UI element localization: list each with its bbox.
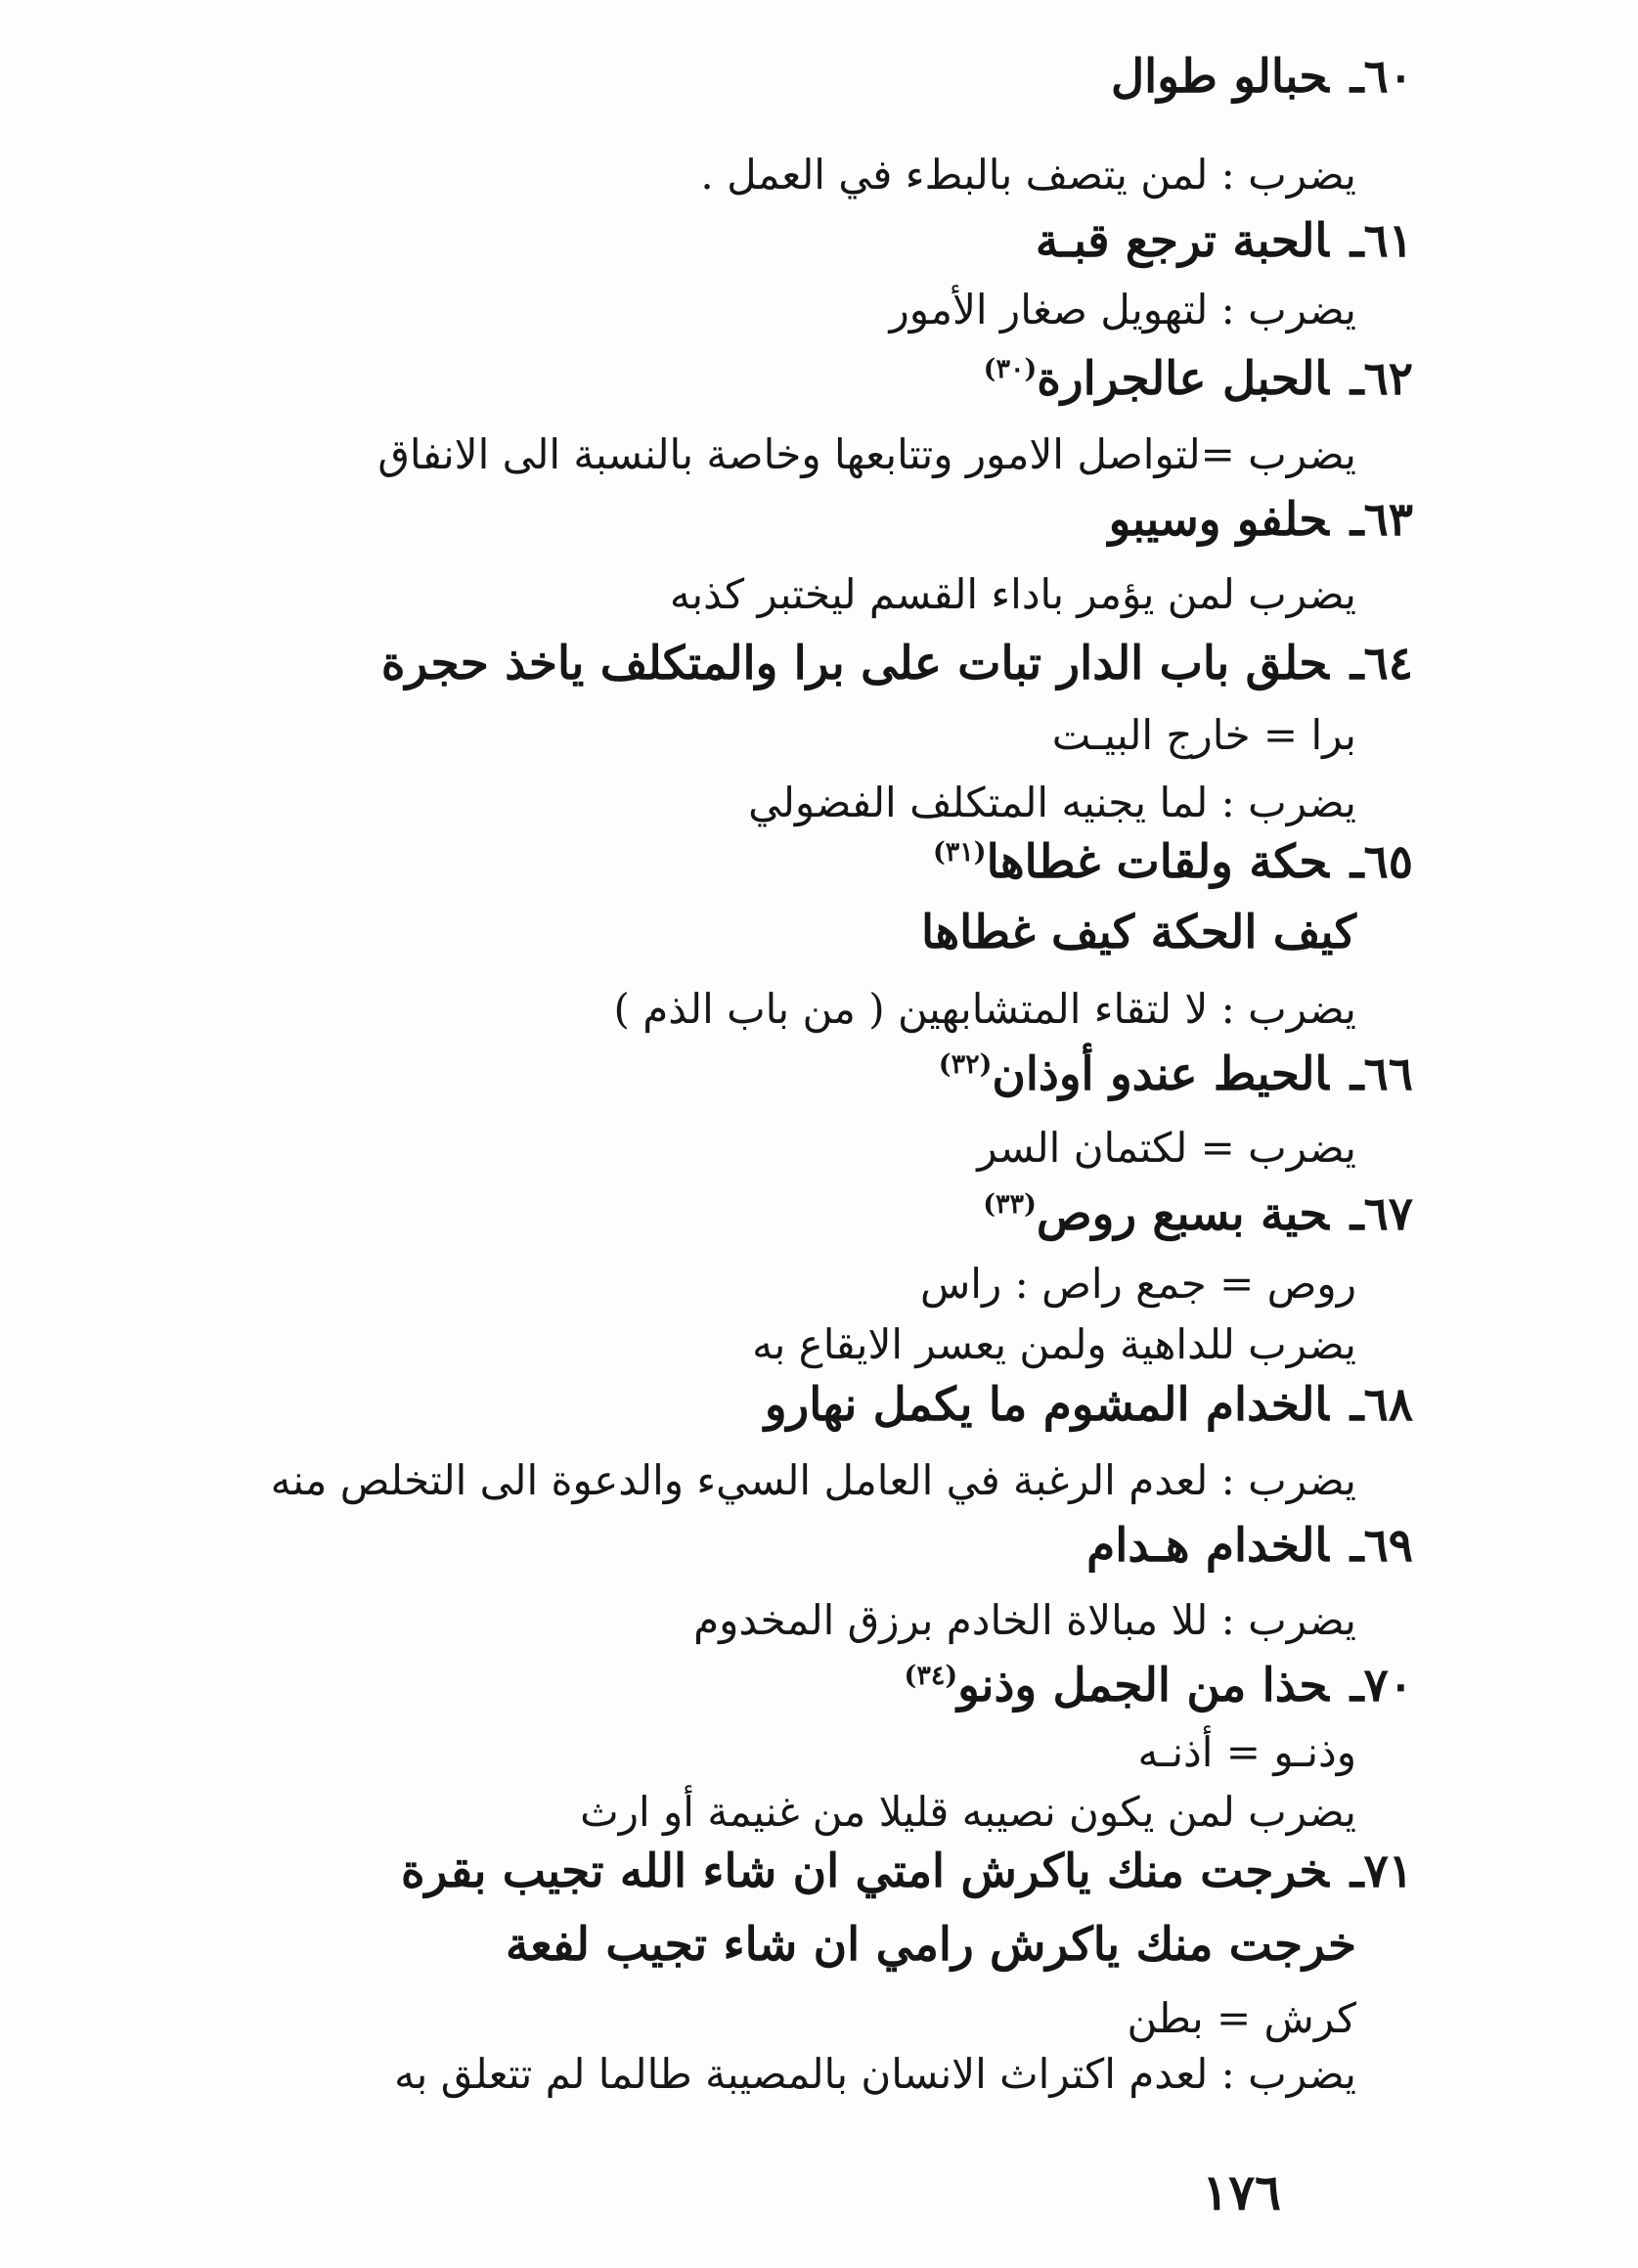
footnote-marker: (٣١) xyxy=(933,837,987,867)
entry-proverb: الخدام هـدام xyxy=(1086,1519,1329,1573)
entry-explanation: برا = خارج البيـت xyxy=(1051,711,1356,759)
entry-explanation: يضرب : لعدم اكتراث الانسان بالمصيبة طالما لم تتعلق به xyxy=(394,2050,1356,2098)
entry-number: ٦٢ـ xyxy=(1350,352,1413,406)
entry-heading xyxy=(983,352,1413,406)
entry-explanation: يضرب =لتواصل الامور وتتابعها وخاصة بالنسبة الى الانفاق xyxy=(377,430,1356,478)
entry-explanation: روص = جمع راص : راس xyxy=(920,1260,1356,1308)
entry-proverb: الحيط عندو أوذان xyxy=(992,1047,1329,1101)
entry-explanation: يضرب : لتهويل صغار الأمور xyxy=(889,286,1356,334)
entry-heading xyxy=(401,1845,1413,1898)
entry-explanation: يضرب : لما يجنيه المتكلف الفضولي xyxy=(748,778,1356,826)
entry-number: ٦٣ـ xyxy=(1350,493,1413,547)
entry-number: ٧١ـ xyxy=(1350,1845,1413,1898)
entry-proverb: حبالو طوال xyxy=(1111,50,1329,104)
entry-proverb: الحبل عالجرارة xyxy=(1037,352,1329,406)
entry-number: ٦٨ـ xyxy=(1350,1378,1413,1432)
entry-heading xyxy=(1086,1519,1413,1573)
entry-heading xyxy=(1035,214,1413,268)
entry-explanation: وذنـو = أذنـه xyxy=(1137,1728,1356,1776)
footnote-marker: (٣٣) xyxy=(983,1189,1037,1220)
entry-number: ٦٥ـ xyxy=(1350,835,1413,889)
entry-explanation: يضرب لمن يؤمر باداء القسم ليختبر كذبه xyxy=(669,570,1356,618)
entry-explanation: يضرب للداهية ولمن يعسر الايقاع به xyxy=(752,1320,1356,1368)
footnote-marker: (٣٢) xyxy=(938,1049,993,1080)
entry-number: ٧٠ـ xyxy=(1350,1659,1413,1712)
footnote-marker: (٣٤) xyxy=(904,1661,958,1691)
entry-explanation: يضرب = لكتمان السر xyxy=(977,1124,1356,1172)
entry-number: ٦٦ـ xyxy=(1350,1047,1413,1101)
entry-proverb: حية بسبع روص xyxy=(1036,1187,1329,1241)
entry-proverb: خرجت منك ياكرش امتي ان شاء الله تجيب بقرة xyxy=(401,1845,1329,1898)
entry-heading xyxy=(380,637,1413,690)
entry-number: ٦٧ـ xyxy=(1350,1187,1413,1241)
entry-heading xyxy=(938,1047,1413,1101)
entry-explanation: يضرب : لمن يتصف بالبطء في العمل . xyxy=(700,151,1356,199)
entry-proverb: حذا من الجمل وذنو xyxy=(957,1659,1329,1712)
entry-number: ٦٤ـ xyxy=(1350,637,1413,690)
entry-heading xyxy=(1108,493,1413,547)
entry-explanation: يضرب : لعدم الرغبة في العامل السيء والدعوة الى التخلص منه xyxy=(270,1456,1356,1504)
entry-proverb-variant: خرجت منك ياكرش رامي ان شاء تجيب لفعة xyxy=(506,1918,1356,1972)
entry-heading xyxy=(904,1659,1413,1712)
entry-proverb: الخدام المشوم ما يكمل نهارو xyxy=(764,1378,1329,1432)
entry-explanation: يضرب : لا لتقاء المتشابهين ( من باب الذم ) xyxy=(613,985,1356,1033)
entry-proverb: حكة ولقات غطاها xyxy=(986,835,1329,889)
entry-proverb: حلفو وسيبو xyxy=(1108,493,1329,547)
entry-proverb: الحبة ترجع قبـة xyxy=(1035,214,1329,268)
entry-heading xyxy=(1111,50,1413,104)
entry-explanation: يضرب : للا مبالاة الخادم برزق المخدوم xyxy=(693,1596,1356,1644)
entry-number: ٦٩ـ xyxy=(1350,1519,1413,1573)
entry-number: ٦١ـ xyxy=(1350,214,1413,268)
entry-number: ٦٠ـ xyxy=(1350,50,1413,104)
entry-heading xyxy=(764,1378,1413,1432)
entry-explanation: كرش = بطن xyxy=(1127,1994,1356,2042)
page-number: ١٧٦ xyxy=(1202,2163,1281,2221)
entry-heading xyxy=(983,1187,1413,1241)
entry-proverb-variant: كيف الحكة كيف غطاها xyxy=(921,906,1356,959)
entry-heading xyxy=(933,835,1413,889)
footnote-marker: (٣٠) xyxy=(983,354,1038,384)
entry-explanation: يضرب لمن يكون نصيبه قليلا من غنيمة أو ارث xyxy=(580,1788,1356,1836)
entry-proverb: حلق باب الدار تبات على برا والمتكلف ياخذ حجرة xyxy=(380,637,1329,690)
